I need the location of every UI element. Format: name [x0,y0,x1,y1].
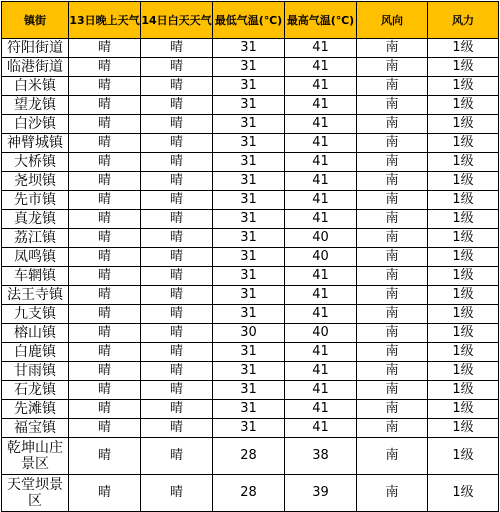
cell-wind-dir: 南 [357,191,428,210]
header-max-temp: 最高气温(℃) [285,2,357,39]
cell-town: 白鹿镇 [2,343,69,362]
cell-wind-dir: 南 [357,134,428,153]
cell-max-temp: 41 [285,153,357,172]
cell-wind-force: 1级 [428,210,499,229]
cell-town: 白米镇 [2,77,69,96]
cell-wind-force: 1级 [428,400,499,419]
cell-wind-force: 1级 [428,286,499,305]
cell-night-weather: 晴 [69,286,141,305]
cell-town: 天堂坝景区 [2,475,69,512]
cell-town: 榕山镇 [2,324,69,343]
table-row [2,229,499,248]
table-row [2,96,499,115]
cell-min-temp: 31 [213,191,285,210]
cell-night-weather: 晴 [69,305,141,324]
cell-wind-force: 1级 [428,39,499,58]
cell-max-temp: 38 [285,438,357,475]
cell-day-weather: 晴 [141,324,213,343]
cell-day-weather: 晴 [141,77,213,96]
cell-wind-force: 1级 [428,343,499,362]
cell-night-weather: 晴 [69,381,141,400]
cell-day-weather: 晴 [141,400,213,419]
cell-night-weather: 晴 [69,229,141,248]
cell-max-temp: 41 [285,381,357,400]
cell-wind-dir: 南 [357,475,428,512]
table-row [2,210,499,229]
cell-night-weather: 晴 [69,324,141,343]
cell-max-temp: 40 [285,229,357,248]
cell-min-temp: 31 [213,172,285,191]
table-row [2,58,499,77]
cell-min-temp: 31 [213,286,285,305]
cell-max-temp: 39 [285,475,357,512]
cell-min-temp: 31 [213,343,285,362]
cell-town: 甘雨镇 [2,362,69,381]
cell-wind-dir: 南 [357,39,428,58]
cell-night-weather: 晴 [69,475,141,512]
cell-night-weather: 晴 [69,400,141,419]
cell-min-temp: 31 [213,134,285,153]
cell-min-temp: 31 [213,39,285,58]
cell-day-weather: 晴 [141,96,213,115]
cell-wind-force: 1级 [428,172,499,191]
cell-wind-force: 1级 [428,134,499,153]
cell-town: 乾坤山庄景区 [2,438,69,475]
cell-wind-dir: 南 [357,153,428,172]
cell-min-temp: 30 [213,324,285,343]
cell-town: 荔江镇 [2,229,69,248]
cell-wind-force: 1级 [428,115,499,134]
cell-wind-force: 1级 [428,475,499,512]
cell-min-temp: 31 [213,153,285,172]
table-row [2,77,499,96]
table-row [2,475,499,512]
cell-wind-force: 1级 [428,229,499,248]
cell-min-temp: 31 [213,210,285,229]
table-row [2,305,499,324]
cell-wind-dir: 南 [357,96,428,115]
header-wind-dir: 风向 [357,2,428,39]
cell-day-weather: 晴 [141,381,213,400]
cell-night-weather: 晴 [69,267,141,286]
table-row [2,248,499,267]
cell-min-temp: 31 [213,229,285,248]
cell-wind-force: 1级 [428,58,499,77]
cell-wind-dir: 南 [357,438,428,475]
cell-max-temp: 41 [285,305,357,324]
cell-night-weather: 晴 [69,362,141,381]
cell-wind-force: 1级 [428,96,499,115]
cell-max-temp: 41 [285,419,357,438]
cell-min-temp: 28 [213,475,285,512]
cell-wind-dir: 南 [357,286,428,305]
table-row [2,286,499,305]
table-row [2,343,499,362]
table-row [2,153,499,172]
cell-day-weather: 晴 [141,362,213,381]
cell-day-weather: 晴 [141,172,213,191]
cell-wind-force: 1级 [428,248,499,267]
cell-max-temp: 41 [285,400,357,419]
cell-day-weather: 晴 [141,286,213,305]
cell-max-temp: 41 [285,267,357,286]
cell-day-weather: 晴 [141,305,213,324]
cell-max-temp: 40 [285,248,357,267]
cell-town: 先滩镇 [2,400,69,419]
cell-night-weather: 晴 [69,96,141,115]
cell-town: 符阳街道 [2,39,69,58]
header-min-temp: 最低气温(℃) [213,2,285,39]
cell-wind-force: 1级 [428,153,499,172]
cell-min-temp: 31 [213,115,285,134]
cell-wind-dir: 南 [357,210,428,229]
cell-wind-force: 1级 [428,419,499,438]
cell-day-weather: 晴 [141,58,213,77]
cell-min-temp: 31 [213,77,285,96]
cell-wind-dir: 南 [357,58,428,77]
cell-day-weather: 晴 [141,229,213,248]
cell-day-weather: 晴 [141,475,213,512]
cell-wind-dir: 南 [357,362,428,381]
cell-town: 凤鸣镇 [2,248,69,267]
cell-day-weather: 晴 [141,419,213,438]
cell-wind-force: 1级 [428,381,499,400]
table-row [2,115,499,134]
table-row [2,39,499,58]
weather-forecast-table [1,1,499,512]
cell-town: 临港街道 [2,58,69,77]
table-row [2,419,499,438]
cell-day-weather: 晴 [141,248,213,267]
cell-wind-force: 1级 [428,267,499,286]
cell-day-weather: 晴 [141,343,213,362]
table-row [2,134,499,153]
cell-day-weather: 晴 [141,39,213,58]
cell-max-temp: 41 [285,58,357,77]
cell-max-temp: 41 [285,210,357,229]
cell-wind-dir: 南 [357,115,428,134]
table-row [2,324,499,343]
cell-town: 大桥镇 [2,153,69,172]
cell-wind-force: 1级 [428,191,499,210]
cell-town: 白沙镇 [2,115,69,134]
cell-max-temp: 40 [285,324,357,343]
cell-wind-dir: 南 [357,248,428,267]
cell-night-weather: 晴 [69,419,141,438]
cell-min-temp: 31 [213,248,285,267]
cell-day-weather: 晴 [141,191,213,210]
table-row [2,400,499,419]
cell-wind-dir: 南 [357,400,428,419]
table-row [2,362,499,381]
cell-min-temp: 31 [213,58,285,77]
cell-wind-force: 1级 [428,438,499,475]
cell-night-weather: 晴 [69,210,141,229]
cell-wind-force: 1级 [428,324,499,343]
cell-day-weather: 晴 [141,267,213,286]
cell-wind-dir: 南 [357,305,428,324]
table-row [2,438,499,475]
cell-town: 尧坝镇 [2,172,69,191]
cell-town: 真龙镇 [2,210,69,229]
cell-day-weather: 晴 [141,438,213,475]
cell-night-weather: 晴 [69,248,141,267]
cell-day-weather: 晴 [141,153,213,172]
cell-wind-dir: 南 [357,229,428,248]
cell-wind-dir: 南 [357,343,428,362]
cell-town: 先市镇 [2,191,69,210]
cell-night-weather: 晴 [69,134,141,153]
cell-min-temp: 31 [213,96,285,115]
cell-wind-dir: 南 [357,77,428,96]
table-header-row [2,2,499,39]
cell-min-temp: 31 [213,381,285,400]
cell-max-temp: 41 [285,134,357,153]
cell-night-weather: 晴 [69,115,141,134]
cell-night-weather: 晴 [69,191,141,210]
table-row [2,381,499,400]
cell-max-temp: 41 [285,39,357,58]
cell-town: 石龙镇 [2,381,69,400]
cell-night-weather: 晴 [69,153,141,172]
cell-max-temp: 41 [285,362,357,381]
cell-max-temp: 41 [285,286,357,305]
cell-wind-dir: 南 [357,419,428,438]
cell-night-weather: 晴 [69,77,141,96]
cell-max-temp: 41 [285,77,357,96]
header-town: 镇街 [2,2,69,39]
cell-wind-dir: 南 [357,172,428,191]
cell-wind-dir: 南 [357,324,428,343]
cell-day-weather: 晴 [141,134,213,153]
cell-wind-force: 1级 [428,77,499,96]
cell-min-temp: 28 [213,438,285,475]
cell-town: 福宝镇 [2,419,69,438]
table-row [2,172,499,191]
cell-max-temp: 41 [285,191,357,210]
cell-town: 望龙镇 [2,96,69,115]
cell-wind-force: 1级 [428,362,499,381]
cell-wind-dir: 南 [357,267,428,286]
table-row [2,267,499,286]
cell-town: 法王寺镇 [2,286,69,305]
cell-day-weather: 晴 [141,210,213,229]
cell-night-weather: 晴 [69,58,141,77]
cell-night-weather: 晴 [69,438,141,475]
cell-min-temp: 31 [213,419,285,438]
cell-min-temp: 31 [213,362,285,381]
cell-max-temp: 41 [285,343,357,362]
cell-max-temp: 41 [285,115,357,134]
cell-wind-dir: 南 [357,381,428,400]
cell-night-weather: 晴 [69,343,141,362]
cell-town: 车辋镇 [2,267,69,286]
cell-night-weather: 晴 [69,39,141,58]
cell-min-temp: 31 [213,267,285,286]
header-day14: 14日白天天气 [141,2,213,39]
cell-night-weather: 晴 [69,172,141,191]
header-night13: 13日晚上天气 [69,2,141,39]
cell-wind-force: 1级 [428,305,499,324]
cell-max-temp: 41 [285,172,357,191]
cell-town: 神臂城镇 [2,134,69,153]
header-wind-force: 风力 [428,2,499,39]
cell-max-temp: 41 [285,96,357,115]
table-row [2,191,499,210]
cell-min-temp: 31 [213,305,285,324]
cell-day-weather: 晴 [141,115,213,134]
cell-town: 九支镇 [2,305,69,324]
cell-min-temp: 31 [213,400,285,419]
